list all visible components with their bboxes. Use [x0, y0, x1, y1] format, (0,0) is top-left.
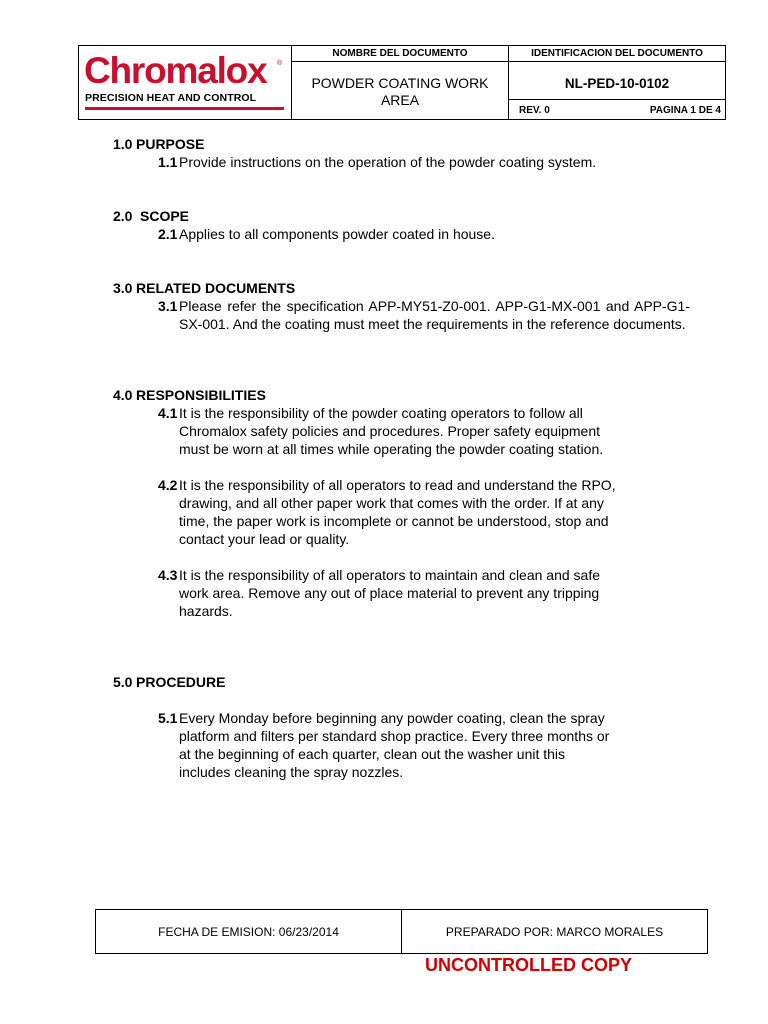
section-title: SCOPE [140, 208, 190, 224]
section-responsibilities [113, 386, 690, 620]
section-number: 1.0 [113, 136, 133, 152]
document-id-label: IDENTIFICACION DEL DOCUMENTO [509, 46, 725, 62]
revision-row [509, 99, 725, 119]
revision: REV. 0 [519, 105, 550, 116]
issue-date: FECHA DE EMISION: 06/23/2014 [96, 910, 402, 953]
section-procedure [113, 673, 690, 781]
logo-wordmark: Chromalox [84, 50, 267, 91]
document-footer [95, 909, 708, 954]
section-heading [113, 135, 690, 153]
document-header [78, 45, 726, 120]
document-body [113, 135, 690, 799]
section-title: RELATED DOCUMENTS [136, 280, 296, 296]
company-logo [79, 46, 292, 119]
item-text: Every Monday before beginning any powder coating, clean the spray platform and filters per standard shop practice. Every three months or at the beginning of each quarter, clean out the washer unit this includes cleaning the spray nozzles. [179, 710, 610, 780]
section-heading [113, 207, 690, 225]
document-id-cell [509, 46, 725, 119]
item-text: It is the responsibility of the powder coating operators to follow all Chromalox safety policies and procedures. Proper safety equipment must be worn at all times while operating the powder coating station. [179, 405, 604, 457]
list-item [113, 709, 690, 781]
section-heading [113, 279, 690, 297]
section-purpose [113, 135, 690, 171]
section-title: PROCEDURE [136, 674, 226, 690]
item-text: Provide instructions on the operation of the powder coating system. [179, 154, 597, 170]
section-related-documents [113, 279, 690, 333]
item-number: 3.1 [158, 298, 178, 314]
item-number: 4.3 [158, 567, 178, 583]
section-title: PURPOSE [136, 136, 205, 152]
section-title: RESPONSIBILITIES [136, 387, 266, 403]
page-number: PAGINA 1 DE 4 [649, 105, 721, 116]
list-item [113, 566, 690, 620]
document-name-cell [292, 46, 509, 119]
item-text: It is the responsibility of all operators to read and understand the RPO, drawing, and all other paper work that comes with the order. If at any time, the paper work is incomplete or cannot be understood, stop and contact your lead or quality. [179, 477, 616, 547]
item-text: It is the responsibility of all operators to maintain and clean and safe work area. Remove any out of place material to prevent any tripping hazards. [179, 567, 601, 619]
list-item [113, 153, 690, 171]
section-number: 4.0 [113, 387, 133, 403]
item-number: 5.1 [158, 710, 178, 726]
logo-tagline: PRECISION HEAT AND CONTROL [85, 92, 257, 104]
item-number: 1.1 [158, 154, 178, 170]
item-text: Applies to all components powder coated in house. [179, 226, 495, 242]
section-number: 3.0 [113, 280, 133, 296]
document-name-label: NOMBRE DEL DOCUMENTO [292, 46, 508, 62]
logo-underline [85, 107, 284, 110]
document-title-line1: POWDER COATING WORK [311, 75, 489, 91]
section-heading [113, 386, 690, 404]
section-number: 5.0 [113, 674, 133, 690]
prepared-by: PREPARADO POR: MARCO MORALES [445, 924, 664, 939]
item-number: 4.1 [158, 405, 178, 421]
document-title-line2: AREA [380, 92, 420, 108]
document-title [292, 62, 508, 109]
item-number: 2.1 [158, 226, 178, 242]
uncontrolled-copy-stamp: UNCONTROLLED COPY [425, 955, 632, 975]
item-text: Please refer the specification APP-MY51-Z0-001. APP-G1-MX-001 and APP-G1-SX-001. And the coating must meet the requirements in the reference documents. [179, 298, 690, 332]
list-item [113, 404, 690, 458]
section-scope [113, 207, 690, 243]
section-number: 2.0 [113, 208, 133, 224]
list-item [113, 476, 690, 548]
list-item [113, 297, 690, 333]
item-number: 4.2 [158, 477, 178, 493]
registered-mark: ® [277, 60, 283, 67]
document-id: NL-PED-10-0102 [564, 76, 670, 91]
section-heading [113, 673, 690, 691]
list-item [113, 225, 690, 243]
